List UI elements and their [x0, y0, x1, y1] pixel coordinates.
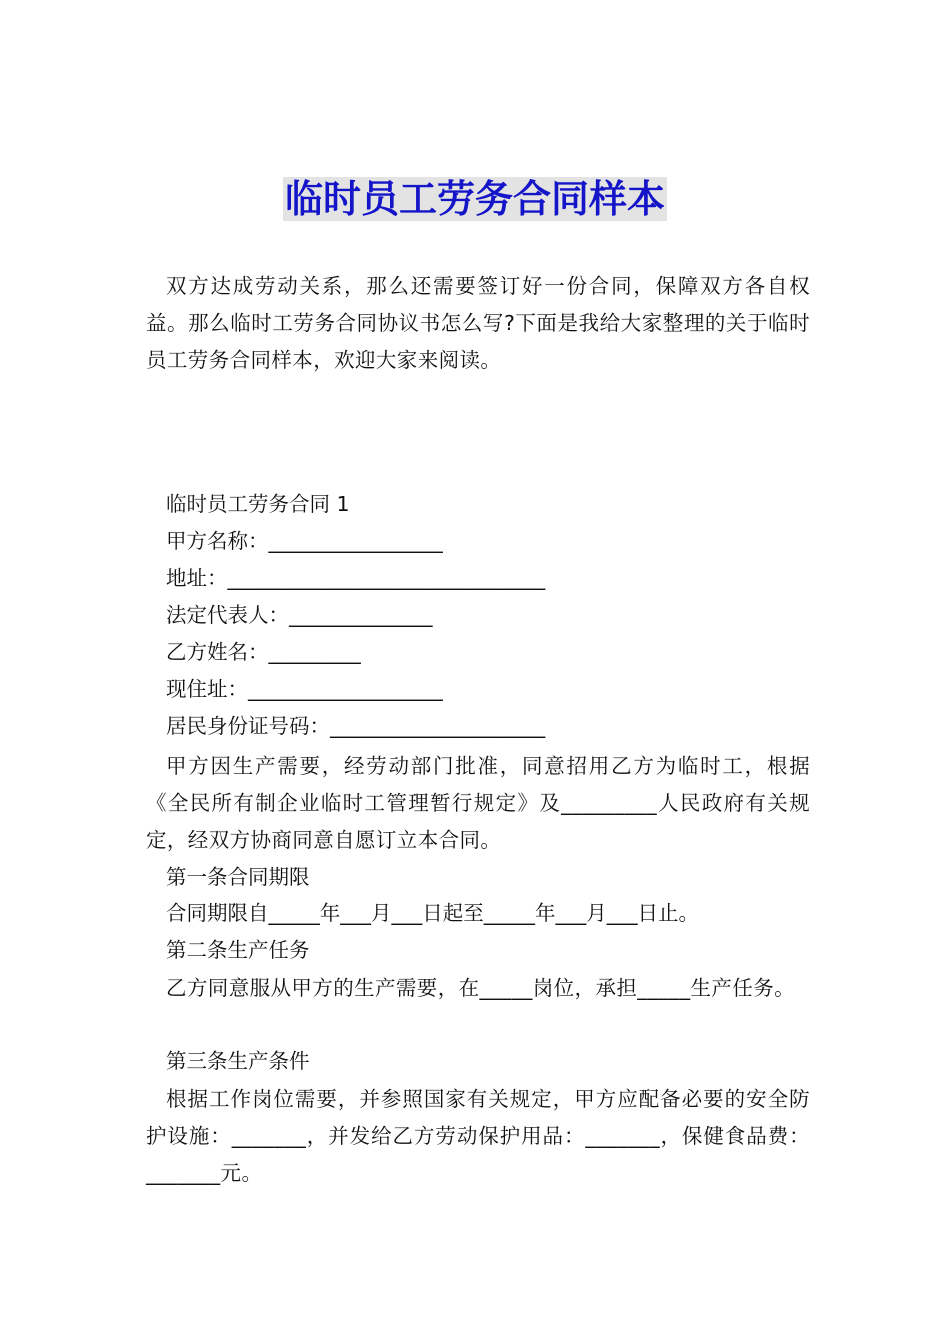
preamble-paragraph: 甲方因生产需要，经劳动部门批准，同意招用乙方为临时工，根据《全民所有制企业临时工管理暂行规定》及_________人民政府有关规定，经双方协商同意自愿订立本合同。 [146, 754, 810, 852]
document-title [0, 173, 950, 225]
current-address-field: 现住址：___________________ [166, 677, 443, 701]
article-2-heading: 第二条生产任务 [166, 938, 310, 962]
article-1-heading: 第一条合同期限 [166, 865, 310, 889]
article-2-body: 乙方同意服从甲方的生产需要，在_____岗位，承担_____生产任务。 [166, 976, 795, 1000]
article-1-body: 合同期限自_____年___月___日起至_____年___月___日止。 [166, 901, 699, 925]
address-field: 地址：_______________________________ [166, 566, 546, 590]
article-3-body: 根据工作岗位需要，并参照国家有关规定，甲方应配备必要的安全防护设施：_______，并发给乙方劳动保护用品：_______，保健食品费：_______元。 [146, 1087, 810, 1185]
article-3-heading: 第三条生产条件 [166, 1049, 310, 1073]
intro-paragraph: 双方达成劳动关系，那么还需要签订好一份合同，保障双方各自权益。那么临时工劳务合同协议书怎么写?下面是我给大家整理的关于临时员工劳务合同样本，欢迎大家来阅读。 [146, 274, 810, 372]
document-title-text: 临时员工劳务合同样本 [284, 177, 665, 221]
id-number-field: 居民身份证号码：_____________________ [166, 714, 546, 738]
legal-representative-field: 法定代表人：______________ [166, 603, 433, 627]
contract-heading: 临时员工劳务合同 1 [166, 492, 350, 516]
party-a-name-field: 甲方名称：_________________ [166, 529, 443, 553]
party-b-name-field: 乙方姓名：_________ [166, 640, 361, 664]
